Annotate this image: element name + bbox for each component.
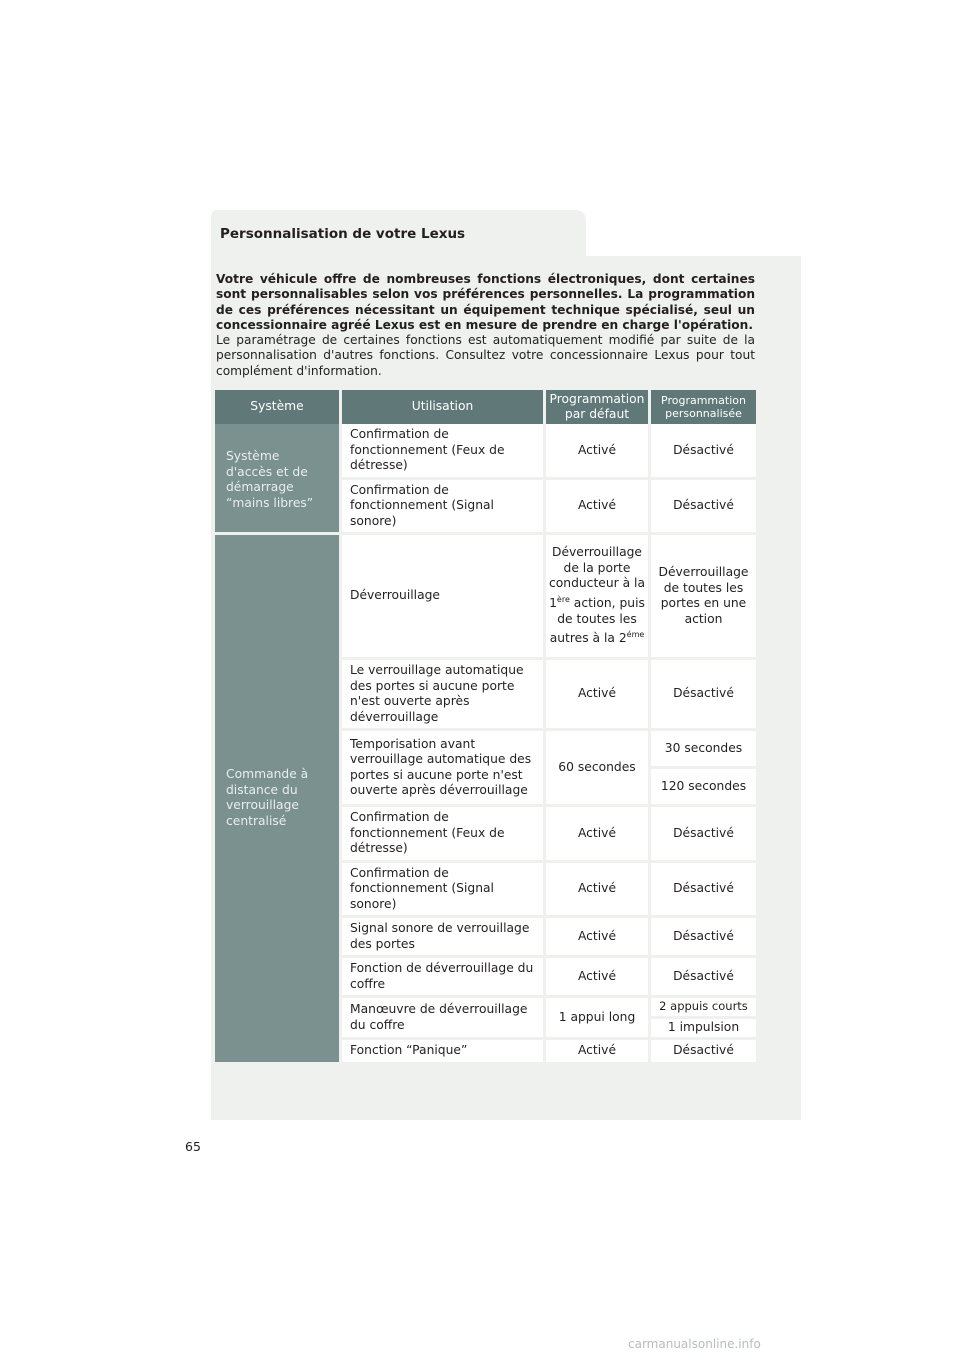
default-cell: Activé [546,807,651,863]
operation-cell: Temporisation avant verrouillage automatique des portes si aucune porte n'est ouverte après déverrouillage [342,731,546,807]
operation-cell: Manœuvre de déverrouillage du coffre [342,998,546,1040]
header-default [546,390,651,424]
table-header-row [215,390,756,424]
default-cell: Activé [546,1040,651,1065]
operation-cell: Fonction “Panique” [342,1040,546,1065]
custom-cell: Désactivé [651,480,756,536]
operation-cell: Confirmation de fonctionnement (Signal sonore) [342,863,546,919]
intro-text [216,272,755,379]
default-cell: 1 appui long [546,998,651,1040]
custom-option-1: 2 appuis courts [651,998,756,1019]
custom-cell-split [651,998,756,1040]
default-cell: Activé [546,918,651,958]
custom-option-1: 30 secondes [651,731,756,769]
default-cell: Activé [546,958,651,998]
custom-cell: Désactivé [651,918,756,958]
header-system: Système [215,390,342,424]
header-operation: Utilisation [342,390,546,424]
default-text-a: Déverrouillage de la porte conducteur à la 1 [549,545,645,610]
watermark: carmanualsonline.info [628,1337,761,1351]
custom-cell: Déverrouillage de toutes les portes en une action [651,535,756,660]
header-custom [651,390,756,424]
default-cell: Activé [546,660,651,731]
operation-cell: Confirmation de fonctionnement (Feux de détresse) [342,424,546,480]
operation-cell: Le verrouillage automatique des portes si aucune porte n'est ouverte après déverrouillage [342,660,546,731]
custom-cell-split [651,731,756,807]
customization-table [215,390,756,1065]
operation-cell: Fonction de déverrouillage du coffre [342,958,546,998]
default-superscript-2: éme [626,630,645,639]
section-title: Personnalisation de votre Lexus [220,226,466,242]
header-default-label: Programmation par défaut [549,391,645,421]
default-cell: Activé [546,480,651,536]
custom-cell: Désactivé [651,958,756,998]
default-cell: Activé [546,863,651,919]
intro-paragraph: Le paramétrage de certaines fonctions est automatiquement modifié par suite de la personnalisation d'autres fonctions. Consultez votre concessionnaire Lexus pour tout complément d'information. [216,333,755,378]
operation-cell: Déverrouillage [342,535,546,660]
table-row [215,535,756,660]
operation-cell: Signal sonore de verrouillage des portes [342,918,546,958]
custom-cell: Désactivé [651,660,756,731]
custom-cell: Désactivé [651,424,756,480]
default-text-b: action, puis de toutes les autres à la 2 [549,596,645,646]
operation-cell: Confirmation de fonctionnement (Feux de détresse) [342,807,546,863]
default-cell [546,535,651,660]
default-cell: 60 secondes [546,731,651,807]
operation-cell: Confirmation de fonctionnement (Signal sonore) [342,480,546,536]
custom-option-2: 120 secondes [660,778,747,793]
system-cell-remote-lock: Commande à distance du verrouillage centralisé [215,535,342,1065]
header-custom-label: Programmation personnalisée [661,394,746,420]
intro-bold-paragraph: Votre véhicule offre de nombreuses fonctions électroniques, dont certaines sont personnalisables selon vos préférences personnelles. La programmation de ces préférences nécessitant un équipement technique spécialisé, seul un concessionnaire agréé Lexus est en mesure de prendre en charge l'opération. [216,272,755,332]
page-number: 65 [185,1139,201,1154]
custom-option-2: 1 impulsion [667,1020,740,1035]
table-row [215,424,756,480]
custom-cell: Désactivé [651,1040,756,1065]
default-superscript-1: ère [556,594,570,604]
system-cell-smart-access: Système d'accès et de démarrage “mains libres” [215,424,342,535]
custom-cell: Désactivé [651,807,756,863]
default-cell: Activé [546,424,651,480]
custom-cell: Désactivé [651,863,756,919]
